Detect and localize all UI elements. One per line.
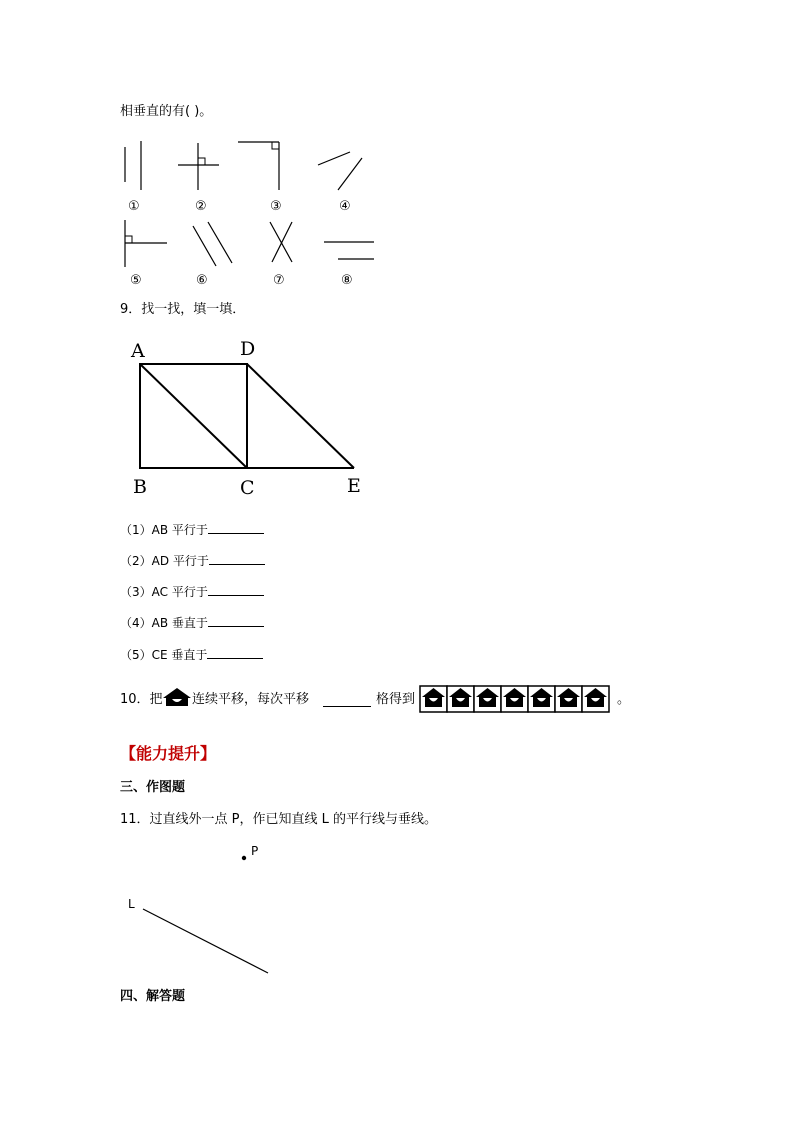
point-p-dot [242,856,246,860]
option-label-6: ⑥ [196,273,208,288]
q8-prompt: 相垂直的有( )。 [120,104,213,119]
point-label-d: D [240,338,256,360]
point-label-c: C [240,477,255,499]
q10-part2: 连续平移，每次平移 [192,692,310,707]
line-l-label: L [128,897,135,911]
section3-heading: 三、作图题 [120,780,186,795]
option-label-7: ⑦ [273,273,285,288]
item-number: （5） [120,648,152,662]
item-number: （3） [120,585,152,599]
item-text: CE 垂直于 [151,648,208,662]
point-label-a: A [131,340,145,362]
option-label-8: ⑧ [341,273,353,288]
q10-part3: 格得到 [376,692,416,707]
item-text: AD 平行于 [151,554,209,568]
q9-title: 9．找一找，填一填． [120,302,246,317]
item-number: （1） [120,523,152,537]
line-l [143,909,268,973]
point-label-b: B [133,476,147,498]
option-label-4: ④ [339,199,351,214]
option-label-1: ① [128,199,140,214]
point-label-e: E [347,475,361,497]
q10-part4: 。 [617,692,631,707]
item-text: AB 垂直于 [151,616,208,630]
q11-text: 11．过直线外一点 P，作已知直线 L 的平行线与垂线。 [120,812,438,827]
section-ability-heading: 【能力提升】 [120,744,217,763]
section4-heading: 四、解答题 [120,989,186,1004]
item-number: （4） [120,616,152,630]
item-text: AB 平行于 [151,523,208,537]
item-text: AC 平行于 [151,585,208,599]
option-label-5: ⑤ [130,273,142,288]
q10-part1: 10．把 [120,692,163,707]
item-number: （2） [120,554,152,568]
option-label-3: ③ [270,199,282,214]
option-label-2: ② [195,199,207,214]
point-p-label: P [251,844,259,858]
